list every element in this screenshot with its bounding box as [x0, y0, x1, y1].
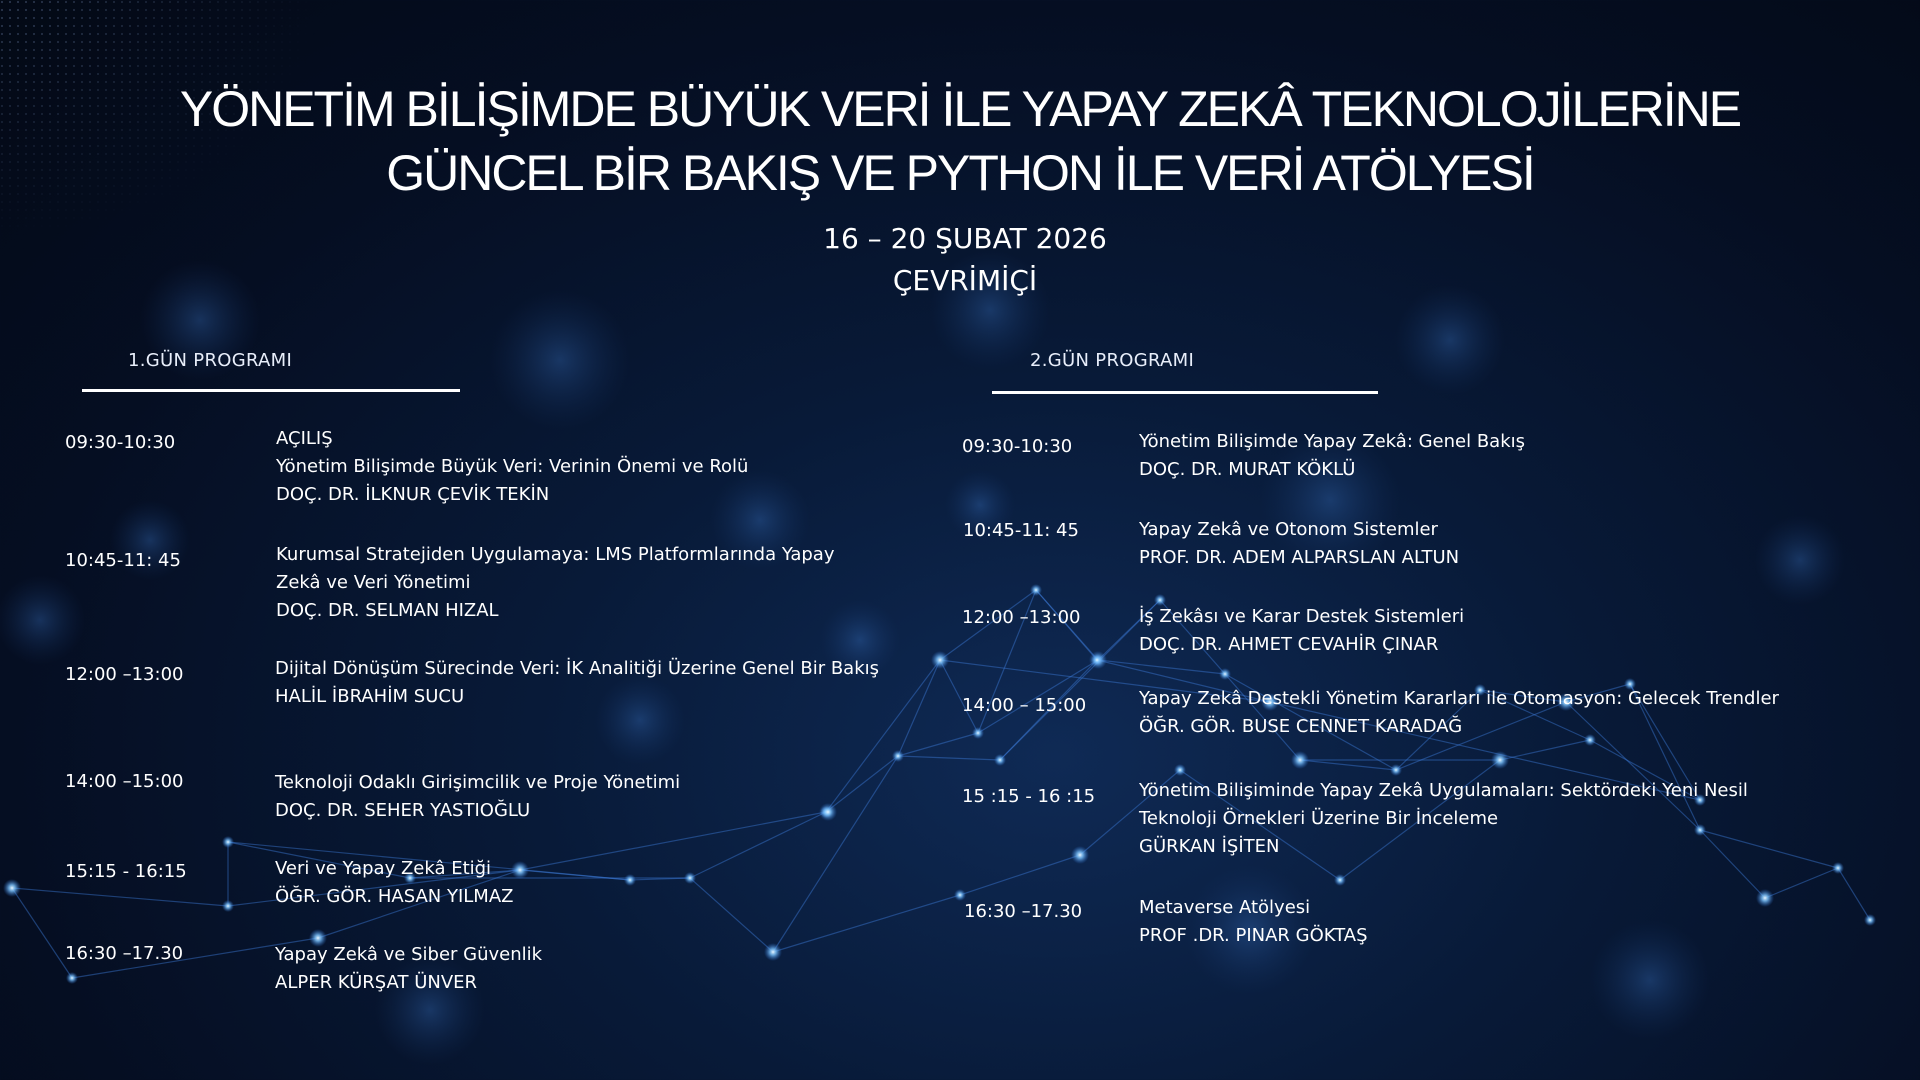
slot-line: ALPER KÜRŞAT ÜNVER — [275, 972, 478, 993]
day1-slot-1 — [276, 425, 748, 509]
slot-line: Yapay Zekâ Destekli Yönetim Kararları ile Otomasyon: Gelecek Trendler — [1139, 688, 1779, 709]
day2-slot-5 — [1139, 777, 1748, 861]
slot-line: İş Zekâsı ve Karar Destek Sistemleri — [1139, 606, 1465, 627]
day2-slot-2-time: 10:45-11: 45 — [963, 520, 1079, 541]
day2-rule — [992, 391, 1378, 394]
slot-line: Zekâ ve Veri Yönetimi — [276, 572, 471, 593]
day1-slot-6 — [275, 941, 542, 997]
slot-line: PROF .DR. PINAR GÖKTAŞ — [1139, 925, 1368, 946]
day1-heading: 1.GÜN PROGRAMI — [128, 350, 293, 371]
day1-slot-4-time: 14:00 –15:00 — [65, 771, 184, 792]
day1-rule — [82, 389, 460, 392]
slot-line: Yönetim Bilişimde Büyük Veri: Verinin Önemi ve Rolü — [276, 456, 749, 477]
day2-slot-4-time: 14:00 – 15:00 — [962, 695, 1087, 716]
slot-line: DOÇ. DR. İLKNUR ÇEVİK TEKİN — [276, 484, 550, 505]
slot-line: DOÇ. DR. AHMET CEVAHİR ÇINAR — [1139, 634, 1439, 655]
day2-heading: 2.GÜN PROGRAMI — [1030, 350, 1195, 371]
slot-line: DOÇ. DR. SEHER YASTIOĞLU — [275, 800, 531, 821]
day2-slot-4 — [1139, 685, 1779, 741]
slot-line: GÜRKAN İŞİTEN — [1139, 836, 1280, 857]
day1-slot-4 — [275, 769, 680, 825]
day1-slot-3-time: 12:00 –13:00 — [65, 664, 184, 685]
slot-line: Teknoloji Örnekleri Üzerine Bir İnceleme — [1139, 808, 1499, 829]
title-line-1: YÖNETİM BİLİŞİMDE BÜYÜK VERİ İLE YAPAY ZEKÂ TEKNOLOJİLERİNE — [179, 81, 1741, 137]
slot-line: ÖĞR. GÖR. BUSE CENNET KARADAĞ — [1139, 716, 1463, 737]
title-line-2: GÜNCEL BİR BAKIŞ VE PYTHON İLE VERİ ATÖLYESİ — [386, 145, 1534, 201]
slot-line: AÇILIŞ — [276, 428, 333, 449]
slot-line: Yapay Zekâ ve Siber Güvenlik — [275, 944, 543, 965]
slot-line: Yapay Zekâ ve Otonom Sistemler — [1139, 519, 1438, 540]
day2-slot-3 — [1139, 603, 1464, 659]
slot-line: Yönetim Bilişiminde Yapay Zekâ Uygulamaları: Sektördeki Yeni Nesil — [1139, 780, 1748, 801]
day1-slot-2 — [276, 541, 834, 625]
slot-line: Metaverse Atölyesi — [1139, 897, 1311, 918]
day2-slot-6 — [1139, 894, 1368, 950]
day1-slot-1-time: 09:30-10:30 — [65, 432, 176, 453]
day1-slot-5-time: 15:15 - 16:15 — [65, 861, 187, 882]
slot-line: Yönetim Bilişimde Yapay Zekâ: Genel Bakış — [1139, 431, 1526, 452]
day2-slot-1-time: 09:30-10:30 — [962, 436, 1073, 457]
slot-line: DOÇ. DR. MURAT KÖKLÜ — [1139, 459, 1356, 480]
day2-slot-1 — [1139, 428, 1525, 484]
slot-line: Kurumsal Stratejiden Uygulamaya: LMS Platformlarında Yapay — [276, 544, 835, 565]
day2-slot-2 — [1139, 516, 1459, 572]
day2-slot-5-time: 15 :15 - 16 :15 — [962, 786, 1096, 807]
day2-slot-6-time: 16:30 –17.30 — [964, 901, 1083, 922]
slot-line: PROF. DR. ADEM ALPARSLAN ALTUN — [1139, 547, 1460, 568]
slot-line: Dijital Dönüşüm Sürecinde Veri: İK Analitiği Üzerine Genel Bir Bakış — [275, 658, 880, 679]
slot-line: Veri ve Yapay Zekâ Etiği — [275, 858, 492, 879]
day2-slot-3-time: 12:00 –13:00 — [962, 607, 1081, 628]
day1-slot-2-time: 10:45-11: 45 — [65, 550, 181, 571]
day1-slot-6-time: 16:30 –17.30 — [65, 943, 184, 964]
slot-line: ÖĞR. GÖR. HASAN YILMAZ — [275, 886, 514, 907]
day1-slot-5 — [275, 855, 513, 911]
event-date: 16 – 20 ŞUBAT 2026 — [823, 222, 1107, 255]
slot-line: DOÇ. DR. SELMAN HIZAL — [276, 600, 499, 621]
slot-line: HALİL İBRAHİM SUCU — [275, 686, 465, 707]
slot-line: Teknoloji Odaklı Girişimcilik ve Proje Yönetimi — [275, 772, 681, 793]
day1-slot-3 — [275, 655, 879, 711]
event-location: ÇEVRİMİÇİ — [892, 264, 1038, 297]
